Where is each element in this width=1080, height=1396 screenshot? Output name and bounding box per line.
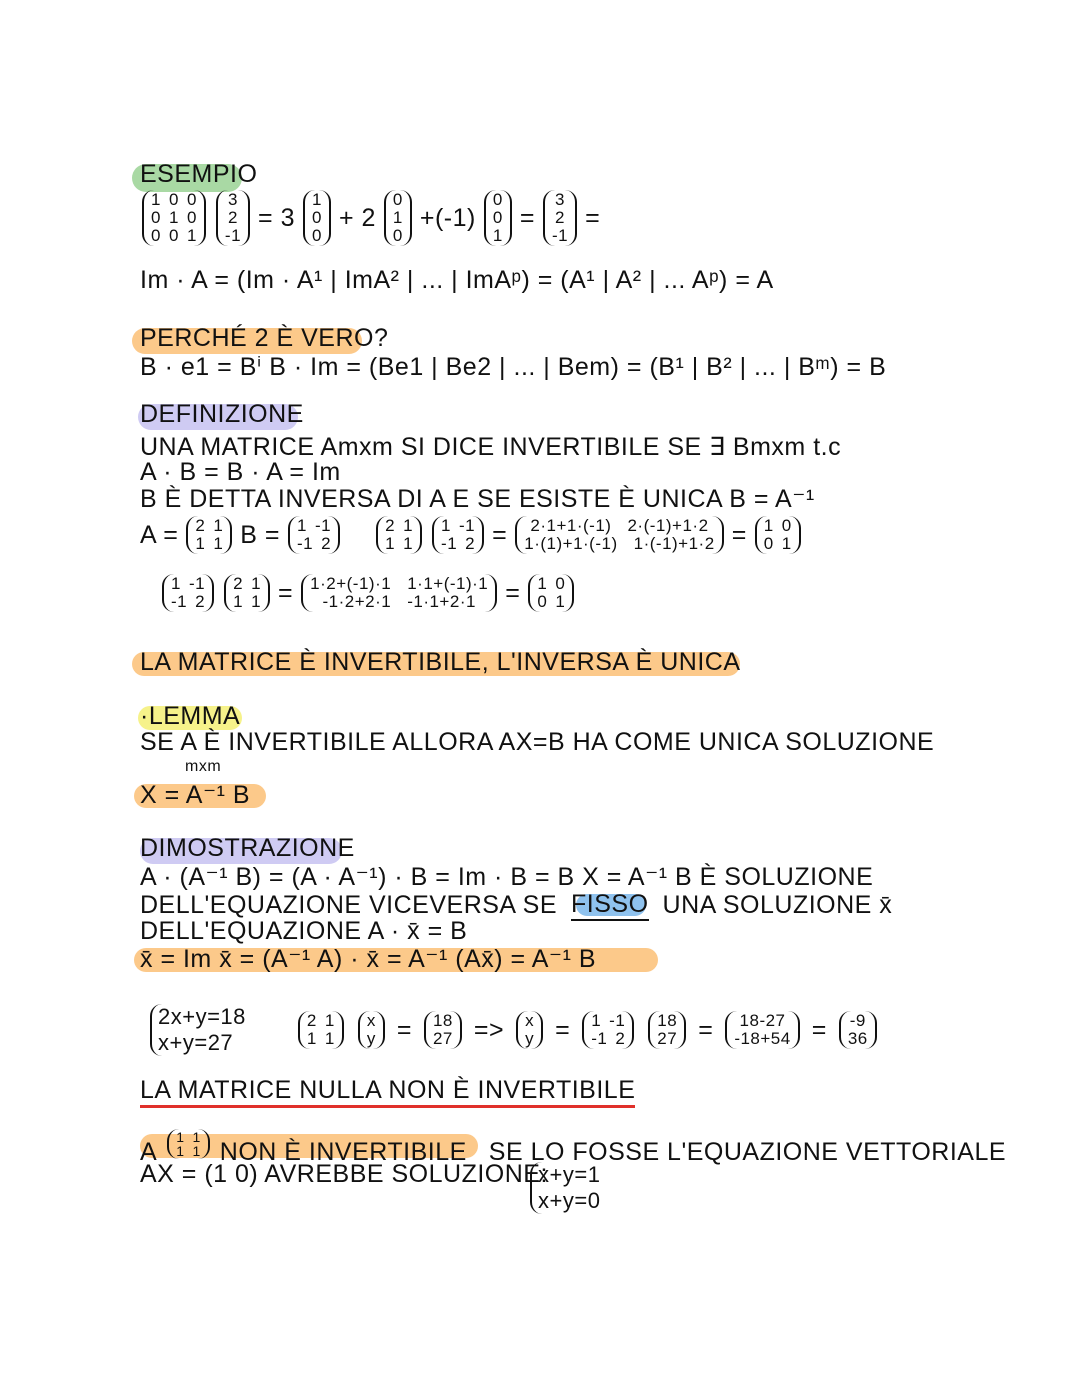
- matrix-row: [524, 517, 714, 535]
- math-cell: 1·(1)+1·(-1): [524, 534, 618, 553]
- math-cell: 1: [171, 574, 181, 593]
- math-cell: 0: [311, 226, 322, 245]
- text-line: [140, 944, 596, 974]
- math-cell: 2: [195, 516, 206, 535]
- matrix-a: [298, 1011, 344, 1049]
- math-cell: 1: [403, 516, 414, 535]
- text: SE A È INVERTIBILE ALLORA AX=B HA COME UNICA SOLUZIONE: [140, 728, 935, 756]
- text: UNA SOLUZIONE x̄: [662, 891, 893, 919]
- math-cell: y: [366, 1029, 376, 1048]
- math-cell: 1: [151, 190, 161, 209]
- math-cell: -9: [849, 1011, 866, 1030]
- text: X = A⁻¹ B: [140, 781, 251, 809]
- matrix-row: [307, 1012, 335, 1030]
- math-cell: 1·(-1)+1·2: [633, 534, 715, 553]
- math-cell: 1: [591, 1011, 602, 1030]
- math-cell: 0: [537, 592, 548, 611]
- identity-matrix: [755, 516, 801, 554]
- matrix-row: [297, 535, 331, 553]
- text: =: [278, 578, 294, 607]
- heading: DIMOSTRAZIONE: [140, 834, 355, 862]
- text: mxm: [185, 758, 222, 775]
- matrix-row: [764, 535, 792, 553]
- text: =: [811, 1015, 827, 1044]
- math-cell: -1: [609, 1011, 626, 1030]
- text-line: [140, 780, 250, 810]
- math-cell: 2: [321, 534, 332, 553]
- matrix-row: [537, 575, 565, 593]
- text: =: [505, 578, 521, 607]
- math-cell: 0: [168, 226, 179, 245]
- inverse-example: [140, 516, 803, 554]
- text: + 2: [338, 203, 376, 232]
- matrix-a: [376, 516, 422, 554]
- matrix-row: [233, 593, 261, 611]
- matrix-row: [176, 1144, 201, 1158]
- math-cell: 3: [555, 190, 565, 209]
- equation-system: [150, 1004, 246, 1056]
- math-cell: 1: [392, 208, 403, 227]
- math-cell: 0: [492, 208, 503, 227]
- text: =: [585, 203, 601, 232]
- math-cell: 0: [392, 190, 403, 209]
- vector: [424, 1011, 462, 1049]
- vector: [484, 190, 512, 246]
- matrix-row: [524, 535, 714, 553]
- vector: [648, 1011, 686, 1049]
- matrix-row: [195, 517, 223, 535]
- inverse-example-2: [160, 574, 576, 612]
- math-cell: 2x+y=18: [158, 1004, 246, 1029]
- vector: [384, 190, 412, 246]
- math-cell: 0: [186, 208, 197, 227]
- vector: [516, 1011, 543, 1049]
- math-cell: x+y=27: [158, 1030, 234, 1055]
- conclusion: [140, 648, 741, 677]
- heading: ESEMPIO: [140, 160, 258, 188]
- heading: PERCHÉ 2 È VERO?: [140, 324, 389, 352]
- matrix-row: [307, 1030, 335, 1048]
- text: =: [492, 520, 508, 549]
- text: B È DETTA INVERSA DI A E SE ESISTE È UNICA B = A⁻¹: [140, 485, 815, 513]
- math-cell: 1: [176, 1128, 185, 1145]
- text-line: [140, 266, 774, 295]
- math-cell: 0: [186, 190, 197, 209]
- vector: [543, 190, 577, 246]
- math-cell: -1: [188, 574, 206, 593]
- math-cell: 1: [781, 534, 792, 553]
- text: x̄ = Im x̄ = (A⁻¹ A) · x̄ = A⁻¹ (Ax̄) = A⁻¹ B: [140, 945, 597, 973]
- section-title-esempio: [140, 160, 257, 189]
- matrix-row: [537, 593, 565, 611]
- math-cell: 2: [233, 574, 244, 593]
- math-cell: 1: [403, 534, 414, 553]
- ones-matrix: [167, 1129, 210, 1159]
- text-line: [140, 484, 815, 514]
- math-cell: 2: [195, 592, 206, 611]
- product-matrix: [515, 516, 723, 554]
- matrix-row: [441, 517, 475, 535]
- math-cell: 1: [192, 1128, 201, 1145]
- math-cell: 18: [657, 1011, 678, 1030]
- text: A =: [140, 520, 179, 549]
- math-cell: 0: [168, 190, 179, 209]
- text: LA MATRICE È INVERTIBILE, L'INVERSA È UNICA: [140, 648, 741, 676]
- math-cell: -1: [551, 226, 569, 245]
- math-cell: 0: [555, 574, 566, 593]
- matrix-row: [310, 575, 488, 593]
- math-cell: 1: [176, 1142, 185, 1159]
- text-line: [140, 728, 934, 757]
- math-cell: 1: [306, 1029, 317, 1048]
- text: B =: [240, 520, 281, 549]
- text: DELL'EQUAZIONE VICEVERSA SE: [140, 891, 558, 919]
- math-cell: 2: [385, 516, 396, 535]
- text: AX = (1 0) AVREBBE SOLUZIONE:: [140, 1160, 548, 1188]
- matrix-row: [151, 209, 197, 227]
- heading: LA MATRICE NULLA NON È INVERTIBILE: [140, 1076, 635, 1108]
- matrix-row: [151, 227, 197, 245]
- text-line: [140, 352, 886, 382]
- matrix-row: [310, 593, 488, 611]
- math-cell: 1: [297, 516, 307, 535]
- math-cell: 1: [192, 1142, 201, 1159]
- math-cell: 27: [657, 1029, 678, 1048]
- math-cell: 1·2+(-1)·1: [310, 574, 392, 593]
- section-title-lemma: [140, 702, 240, 731]
- section-title-dimostrazione: [140, 834, 355, 863]
- text: +(-1): [419, 203, 476, 232]
- math-cell: x+y=1: [538, 1162, 601, 1187]
- text: A · B = B · A = Im: [140, 458, 341, 486]
- math-cell: 2·(-1)+1·2: [627, 516, 709, 535]
- math-cell: 1: [213, 534, 224, 553]
- vector: [358, 1011, 385, 1049]
- system-example: [150, 1004, 879, 1056]
- matrix-row: [171, 593, 205, 611]
- math-cell: 2: [465, 534, 476, 553]
- product-matrix: [301, 574, 497, 612]
- matrix-a: [186, 516, 232, 554]
- matrix-row: [297, 517, 331, 535]
- section-title-nulla: [140, 1076, 635, 1108]
- math-cell: x+y=0: [538, 1188, 601, 1213]
- math-cell: 1: [168, 208, 179, 227]
- math-cell: 2·1+1·(-1): [530, 516, 612, 535]
- matrix-b: [288, 516, 340, 554]
- matrix-row: [591, 1030, 625, 1048]
- matrix-row: [764, 517, 792, 535]
- identity-matrix: [142, 190, 206, 246]
- math-cell: x: [525, 1011, 535, 1030]
- math-cell: 0: [151, 226, 161, 245]
- math-cell: 1: [385, 534, 396, 553]
- text: DELL'EQUAZIONE A · x̄ = B: [140, 917, 468, 945]
- math-cell: -1: [441, 534, 458, 553]
- text: A: [140, 1138, 158, 1166]
- math-cell: -1·1+2·1: [407, 592, 476, 611]
- matrix-b: [162, 574, 214, 612]
- math-cell: -1: [591, 1029, 608, 1048]
- math-cell: 1: [492, 226, 503, 245]
- vector: [303, 190, 331, 246]
- example-equation: [140, 190, 600, 246]
- text: UNA MATRICE Amxm SI DICE INVERTIBILE SE ∃ Bmxm t.c: [140, 433, 842, 461]
- math-cell: 2: [555, 208, 565, 227]
- equation-system: [530, 1162, 600, 1214]
- text: = 3: [258, 203, 295, 232]
- math-cell: 1: [251, 574, 262, 593]
- text: NON È INVERTIBILE: [219, 1138, 467, 1166]
- text: =: [555, 1015, 571, 1044]
- vector: [725, 1011, 799, 1049]
- math-cell: 2: [615, 1029, 626, 1048]
- math-cell: 0: [492, 190, 503, 209]
- identity-matrix: [528, 574, 574, 612]
- vector: [839, 1011, 877, 1049]
- math-cell: -1: [224, 226, 242, 245]
- text: Im · A = (Im · A¹ | ImA² | ... | ImAᵖ) = (A¹ | A² | ... Aᵖ) = A: [140, 266, 774, 294]
- math-cell: 1: [233, 592, 244, 611]
- math-cell: x: [366, 1011, 376, 1030]
- math-cell: 27: [432, 1029, 453, 1048]
- math-cell: 1: [186, 226, 197, 245]
- math-cell: 0: [781, 516, 792, 535]
- subscript: [185, 758, 221, 776]
- math-cell: 2: [306, 1011, 317, 1030]
- text: SE LO FOSSE L'EQUAZIONE VETTORIALE: [488, 1138, 1007, 1166]
- math-cell: 1·1+(-1)·1: [407, 574, 489, 593]
- math-cell: 1: [537, 574, 548, 593]
- math-cell: 0: [763, 534, 774, 553]
- equation-system: [530, 1162, 600, 1214]
- math-cell: 1: [213, 516, 224, 535]
- math-cell: -1: [314, 516, 332, 535]
- text: =: [396, 1015, 412, 1044]
- math-cell: 1: [441, 516, 452, 535]
- math-cell: y: [525, 1029, 535, 1048]
- text: =: [698, 1015, 714, 1044]
- math-cell: 1: [195, 534, 206, 553]
- math-cell: 1: [555, 592, 566, 611]
- math-cell: -18+54: [734, 1029, 791, 1048]
- matrix-row: [441, 535, 475, 553]
- matrix-row: [385, 535, 413, 553]
- text-line: [140, 458, 341, 487]
- math-cell: 18-27: [739, 1011, 786, 1030]
- text-line: [140, 917, 467, 946]
- underlined-word: FISSO: [571, 890, 649, 921]
- math-cell: 3: [227, 190, 238, 209]
- matrix-row: [195, 535, 223, 553]
- math-cell: 1: [251, 592, 262, 611]
- math-cell: 0: [392, 226, 403, 245]
- matrix-row: [151, 191, 197, 209]
- math-cell: 18: [432, 1011, 453, 1030]
- math-cell: 0: [311, 208, 322, 227]
- math-cell: 36: [847, 1029, 868, 1048]
- math-cell: 1: [763, 516, 774, 535]
- matrix-row: [591, 1012, 625, 1030]
- heading: DEFINIZIONE: [140, 400, 304, 428]
- heading: ·LEMMA: [140, 702, 241, 730]
- matrix-a: [224, 574, 270, 612]
- text: =>: [473, 1015, 505, 1044]
- math-cell: 0: [151, 208, 161, 227]
- math-cell: -1: [459, 516, 476, 535]
- section-title-perche: [140, 324, 388, 353]
- text: B · e1 = Bⁱ B · Im = (Be1 | Be2 | ... | Bem) = (B¹ | B² | ... | Bᵐ) = B: [140, 353, 887, 381]
- math-cell: 2: [227, 208, 238, 227]
- matrix-row: [176, 1130, 201, 1144]
- vector: [216, 190, 250, 246]
- text: =: [519, 203, 535, 232]
- math-cell: 1: [324, 1029, 335, 1048]
- text: =: [731, 520, 747, 549]
- math-cell: -1: [171, 592, 188, 611]
- math-cell: 1: [324, 1011, 335, 1030]
- section-title-definizione: [140, 400, 304, 429]
- matrix-b: [582, 1011, 634, 1049]
- text-line: [140, 862, 873, 892]
- matrix-b: [432, 516, 484, 554]
- matrix-row: [171, 575, 205, 593]
- text: A · (A⁻¹ B) = (A · A⁻¹) · B = Im · B = B X = A⁻¹ B È SOLUZIONE: [140, 863, 874, 891]
- matrix-row: [385, 517, 413, 535]
- text-line: [140, 1160, 548, 1189]
- math-cell: 1: [311, 190, 322, 209]
- math-cell: -1·2+2·1: [322, 592, 392, 611]
- matrix-row: [233, 575, 261, 593]
- math-cell: -1: [297, 534, 314, 553]
